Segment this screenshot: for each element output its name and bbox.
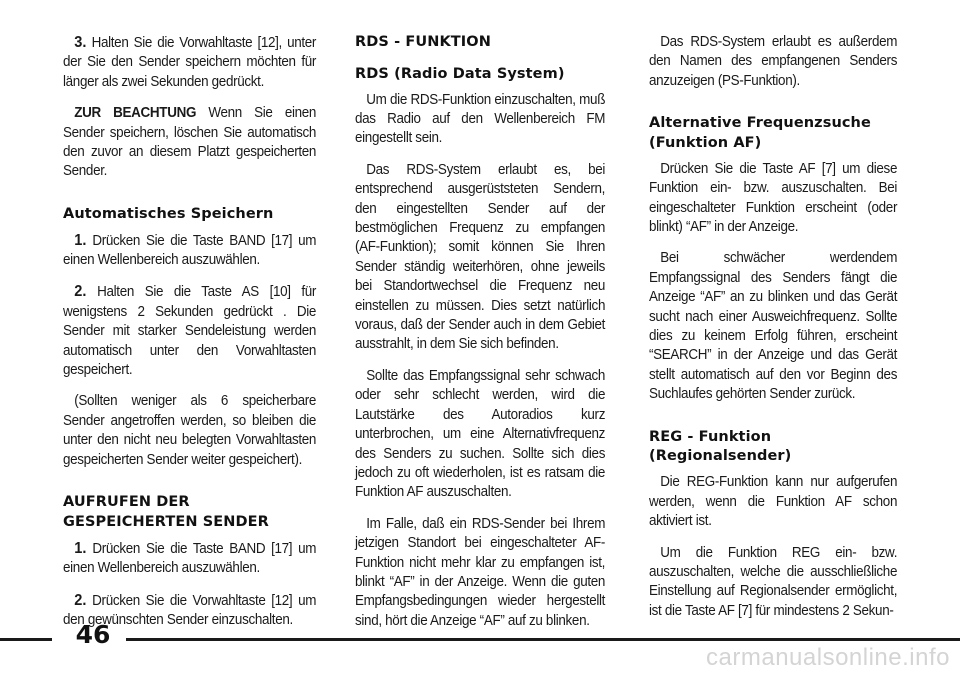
footer-rule-left (0, 638, 52, 641)
body-paragraph: Um die RDS-Funktion einzuschalten, muß das Radio auf den Wellenbereich FM eingestellt sein. (355, 91, 606, 147)
body-paragraph: Drücken Sie die Taste AF [7] um diese Funktion ein- bzw. auszuschalten. Bei eingeschalteter Funktion erscheint (oder blinkt) “AF” in der Anzeige. (649, 160, 898, 236)
note-text: Wenn Sie einen Sender speichern, löschen Sie automatisch den zuvor an diesem Platzt gespeicherten Sender. (63, 105, 317, 180)
subsection-heading: RDS (Radio Data System) (355, 65, 565, 82)
step-number: 3. (74, 34, 87, 51)
step-number: 1. (74, 539, 87, 557)
step-text: Drücken Sie die Taste BAND [17] um einen Wellenbereich auszuwählen. (63, 232, 317, 269)
body-paragraph: Das RDS-System erlaubt es außerdem den Namen des empfangenen Senders anzuzeigen (PS-Funktion). (649, 34, 898, 89)
body-paragraph: Bei schwächer werdendem Empfangssignal des Senders fängt die Anzeige “AF” an zu blinken und das Gerät sucht nach einer Ausweichfrequenz. Sollte dies zu keinem Erfolg führen, erscheint “SEARCH” in der Anzeige und das Gerät stellt automatisch auf den vor Beginn des Suchlaufes gehörten Sender zurück. (649, 250, 898, 403)
section-heading: Automatisches Speichern (63, 205, 274, 222)
page-number: 46 (75, 620, 111, 649)
note-label: ZUR BEACHTUNG (74, 105, 197, 122)
step-text: Drücken Sie die Taste BAND [17] um einen Wellenbereich auszuwählen. (63, 540, 317, 577)
section-heading: Alternative Frequenzsuche (Funktion AF) (649, 115, 871, 152)
section-heading: RDS - FUNKTION (355, 34, 491, 50)
body-paragraph: Die REG-Funktion kann nur aufgerufen werden, wenn die Funktion AF schon aktiviert ist. (649, 474, 898, 530)
body-paragraph: Im Falle, daß ein RDS-Sender bei Ihrem jetzigen Standort bei eingeschalteter AF-Funktion nicht mehr klar zu empfangen ist, blinkt “AF” in der Anzeige. Wenn die guten Empfangsbedingungen wieder hergestellt sind, hört die Anzeige “AF” auf zu blinken. (355, 515, 606, 629)
column-left (63, 33, 317, 630)
body-paragraph: Um die Funktion REG ein- bzw. auszuschalten, welche die ausschließliche Einstellung auf Regionalsender ermöglicht, ist die Taste AF [7] für mindestens 2 Sekun- (649, 544, 898, 619)
body-paragraph: (Sollten weniger als 6 speicherbare Sender angetroffen werden, so bleiben die unter den nicht neu belegten Vorwahltasten gespeicherten Sender weiter gespeichert). (63, 393, 317, 468)
section-heading: AUFRUFEN DER GESPEICHERTEN SENDER (63, 494, 269, 530)
section-heading: REG - Funktion (Regionalsender) (649, 428, 792, 465)
step-number: 1. (74, 231, 87, 249)
instruction-step (63, 231, 316, 271)
column-middle (355, 33, 606, 631)
instruction-step (63, 33, 316, 92)
note-paragraph (63, 104, 316, 182)
step-text: Drücken Sie die Vorwahltaste [12] um den gewünschten Sender einzuschalten. (63, 592, 317, 628)
column-right (649, 33, 898, 621)
body-paragraph: Sollte das Empfangssignal sehr schwach oder sehr schlecht werden, wird die Lautstärke des Autoradios kurz unterbrochen, um eine Alternativfrequenz des Senders zu suchen. Sollte sich dies jedoch zu oft wiederholen, ist es ratsam die Funktion AF auszuschalten. (355, 367, 606, 501)
step-text: Halten Sie die Taste AS [10] für wenigstens 2 Sekunden gedrückt . Die Sender mit starker Sendeleistung werden automatisch unter den Vorwahltasten gespeichert. (63, 284, 317, 379)
body-paragraph: Das RDS-System erlaubt es, bei entsprechend ausgerüststeten Sendern, den eingestellten Sender auf der bestmöglichen Frequenz zu empfangen (AF-Funktion); somit können Sie Ihren Sender ständig weiterhören, ohne jeweils bei Standortwechsel die Frequenz neu einstellen zu müssen. Dies setzt natürlich voraus, daß der Sender auch in dem Gebiet ausstrahlt, in dem Sie sich befinden. (355, 161, 606, 353)
instruction-step (63, 282, 316, 380)
step-number: 2. (74, 283, 87, 301)
site-watermark: carmanualsonline.info (706, 644, 950, 671)
step-number: 2. (74, 591, 87, 609)
instruction-step (63, 539, 316, 579)
step-text: Halten Sie die Vorwahltaste [12], unter der Sie den Sender speichern möchten für länger als zwei Sekunden gedrückt. (63, 35, 317, 90)
footer-rule-right (126, 638, 960, 641)
